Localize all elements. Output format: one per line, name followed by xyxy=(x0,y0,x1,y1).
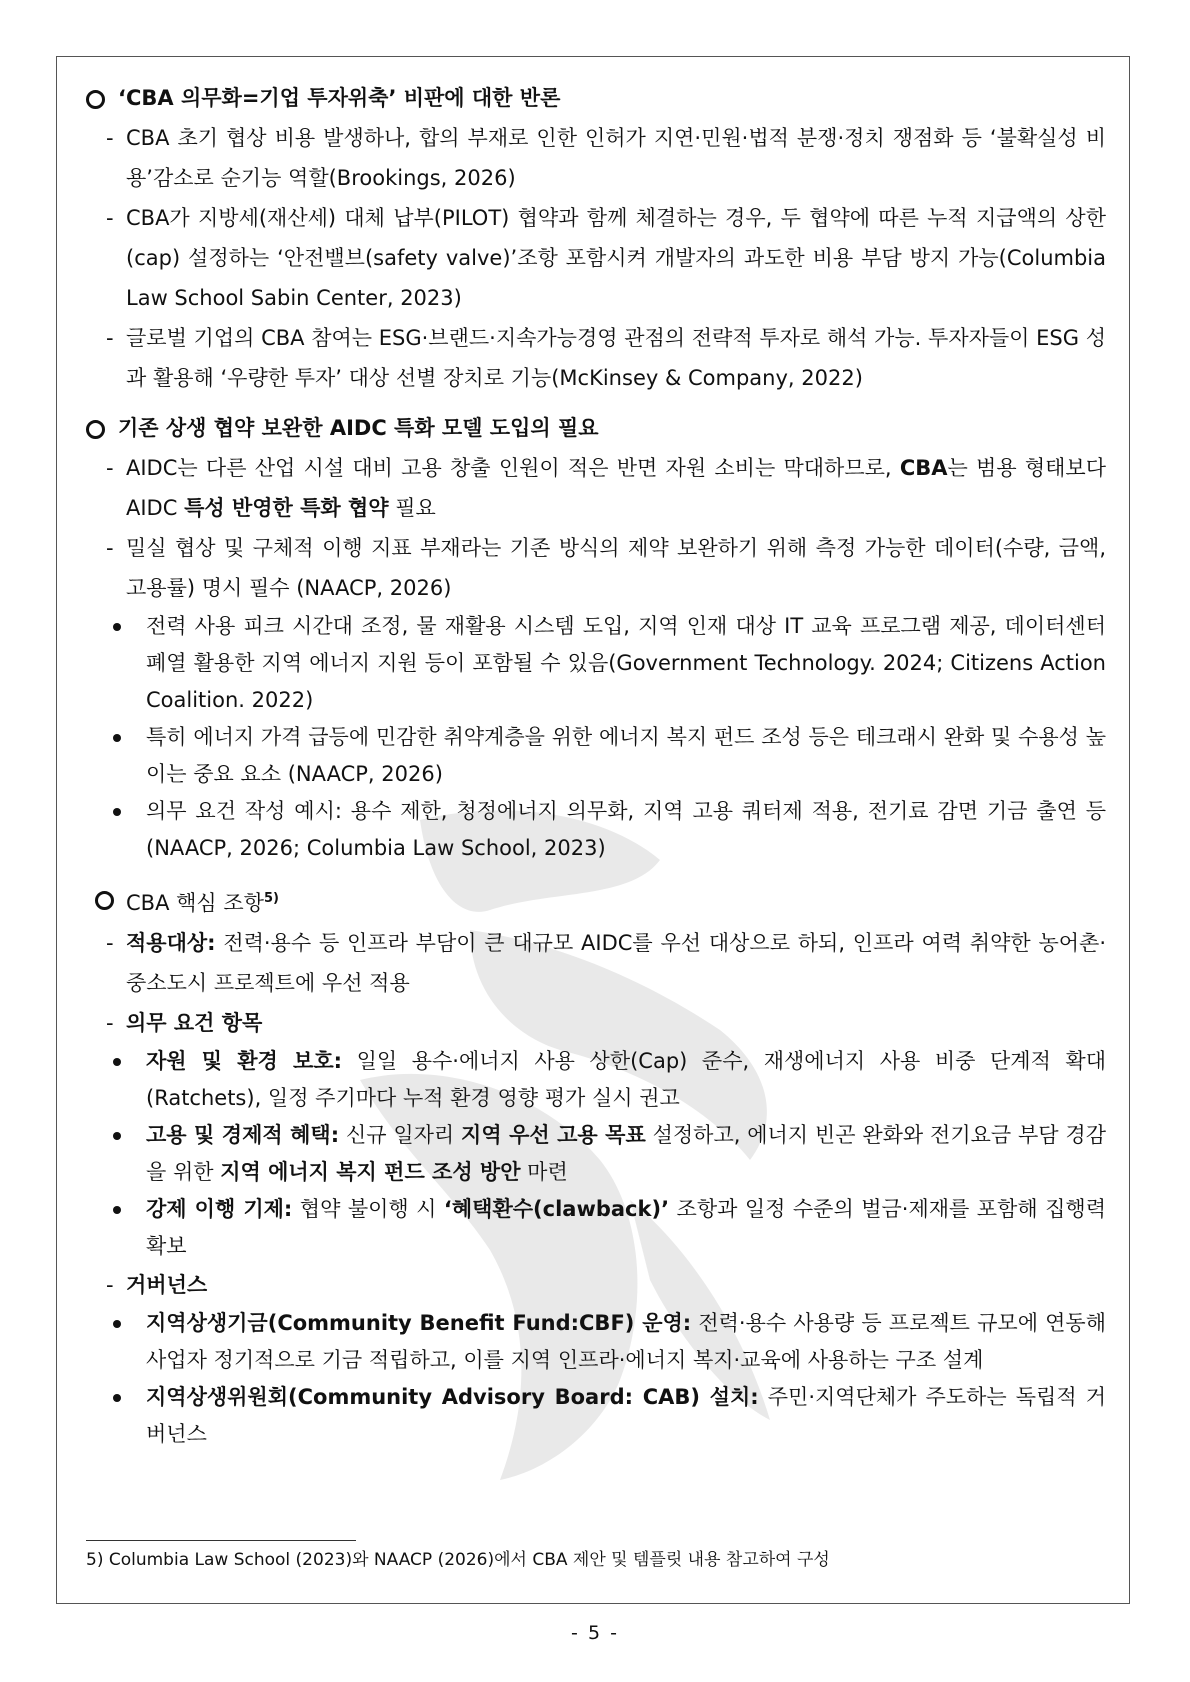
bullet-dot-icon xyxy=(113,1058,121,1066)
bullet-item: 의무 요건 작성 예시: 용수 제한, 청정에너지 의무화, 지역 고용 쿼터제 적용, 전기료 감면 기금 출연 등 (NAACP, 2026; Columbia Law School, 2023) xyxy=(86,793,1106,867)
bullet-item: 자원 및 환경 보호: 일일 용수·에너지 사용 상한(Cap) 준수, 재생에너지 사용 비중 단계적 확대(Ratchets), 일정 주기마다 누적 환경 영향 평가 실시 권고 xyxy=(86,1043,1106,1117)
bullet-item: 고용 및 경제적 혜택: 신규 일자리 지역 우선 고용 목표 설정하고, 에너지 빈곤 완화와 전기요금 부담 경감을 위한 지역 에너지 복지 펀드 조성 방안 마련 xyxy=(86,1117,1106,1191)
bullet-dot-icon xyxy=(113,1132,121,1140)
circle-bullet-icon xyxy=(95,891,114,910)
bullet-dot-icon xyxy=(113,1320,121,1328)
bullet-item: 강제 이행 기제: 협약 불이행 시 ‘혜택환수(clawback)’ 조항과 일정 수준의 벌금·제재를 포함해 집행력 확보 xyxy=(86,1191,1106,1265)
subheading-governance: - 거버넌스 xyxy=(86,1265,1106,1305)
section-heading-cba-criticism: ‘CBA 의무화=기업 투자위축’ 비판에 대한 반론 xyxy=(86,78,1106,118)
bullet-dot-icon xyxy=(113,1206,121,1214)
circle-bullet-icon xyxy=(86,90,105,109)
bullet-item: 전력 사용 피크 시간대 조정, 물 재활용 시스템 도입, 지역 인재 대상 IT 교육 프로그램 제공, 데이터센터 폐열 활용한 지역 에너지 지원 등이 포함될 수 있음(Government Technology. 2024; Citizens Action Coalition. 2022) xyxy=(86,608,1106,719)
bullet-dot-icon xyxy=(113,623,121,631)
list-item: - AIDC는 다른 산업 시설 대비 고용 창출 인원이 적은 반면 자원 소비는 막대하므로, CBA는 범용 형태보다 AIDC 특성 반영한 특화 협약 필요 xyxy=(86,448,1106,528)
list-item: - 밀실 협상 및 구체적 이행 지표 부재라는 기존 방식의 제약 보완하기 위해 측정 가능한 데이터(수량, 금액, 고용률) 명시 필수 (NAACP, 2026) xyxy=(86,528,1106,608)
list-item: - 글로벌 기업의 CBA 참여는 ESG·브랜드·지속가능경영 관점의 전략적 투자로 해석 가능. 투자자들이 ESG 성과 활용해 ‘우량한 투자’ 대상 선별 장치로 기능(McKinsey & Company, 2022) xyxy=(86,318,1106,398)
list-item: - 적용대상: 전력·용수 등 인프라 부담이 큰 대규모 AIDC를 우선 대상으로 하되, 인프라 여력 취약한 농어촌·중소도시 프로젝트에 우선 적용 xyxy=(86,923,1106,1003)
bullet-dot-icon xyxy=(113,808,121,816)
section-heading-aidc-model: 기존 상생 협약 보완한 AIDC 특화 모델 도입의 필요 xyxy=(86,408,1106,448)
circle-bullet-icon xyxy=(86,420,105,439)
bullet-dot-icon xyxy=(113,734,121,742)
list-item: - CBA가 지방세(재산세) 대체 납부(PILOT) 협약과 함께 체결하는 경우, 두 협약에 따른 누적 지급액의 상한(cap) 설정하는 ‘안전밸브(safety valve)’조항 포함시켜 개발자의 과도한 비용 부담 방지 가능(Columbia Law School Sabin Center, 2023) xyxy=(86,198,1106,318)
bullet-item: 특히 에너지 가격 급등에 민감한 취약계층을 위한 에너지 복지 펀드 조성 등은 테크래시 완화 및 수용성 높이는 중요 요소 (NAACP, 2026) xyxy=(86,719,1106,793)
section-heading-cba-clauses: CBA 핵심 조항$^{5)}$ xyxy=(86,879,1106,923)
bullet-item: 지역상생위원회(Community Advisory Board: CAB) 설치: 주민·지역단체가 주도하는 독립적 거버넌스 xyxy=(86,1379,1106,1453)
list-item: - CBA 초기 협상 비용 발생하나, 합의 부재로 인한 인허가 지연·민원·법적 분쟁·정치 쟁점화 등 ‘불확실성 비용’감소로 순기능 역할(Brookings, 2026) xyxy=(86,118,1106,198)
bullet-dot-icon xyxy=(113,1394,121,1402)
footnote: 5) Columbia Law School (2023)와 NAACP (2026)에서 CBA 제안 및 템플릿 내용 참고하여 구성 xyxy=(86,1550,830,1570)
subheading-requirements: - 의무 요건 항목 xyxy=(86,1003,1106,1043)
bullet-item: 지역상생기금(Community Benefit Fund:CBF) 운영: 전력·용수 사용량 등 프로젝트 규모에 연동해 사업자 정기적으로 기금 적립하고, 이를 지역 인프라·에너지 복지·교육에 사용하는 구조 설계 xyxy=(86,1305,1106,1379)
footnote-ref: 5) xyxy=(263,891,279,906)
footnote-divider xyxy=(86,1540,356,1541)
page-number: - 5 - xyxy=(571,1622,619,1644)
